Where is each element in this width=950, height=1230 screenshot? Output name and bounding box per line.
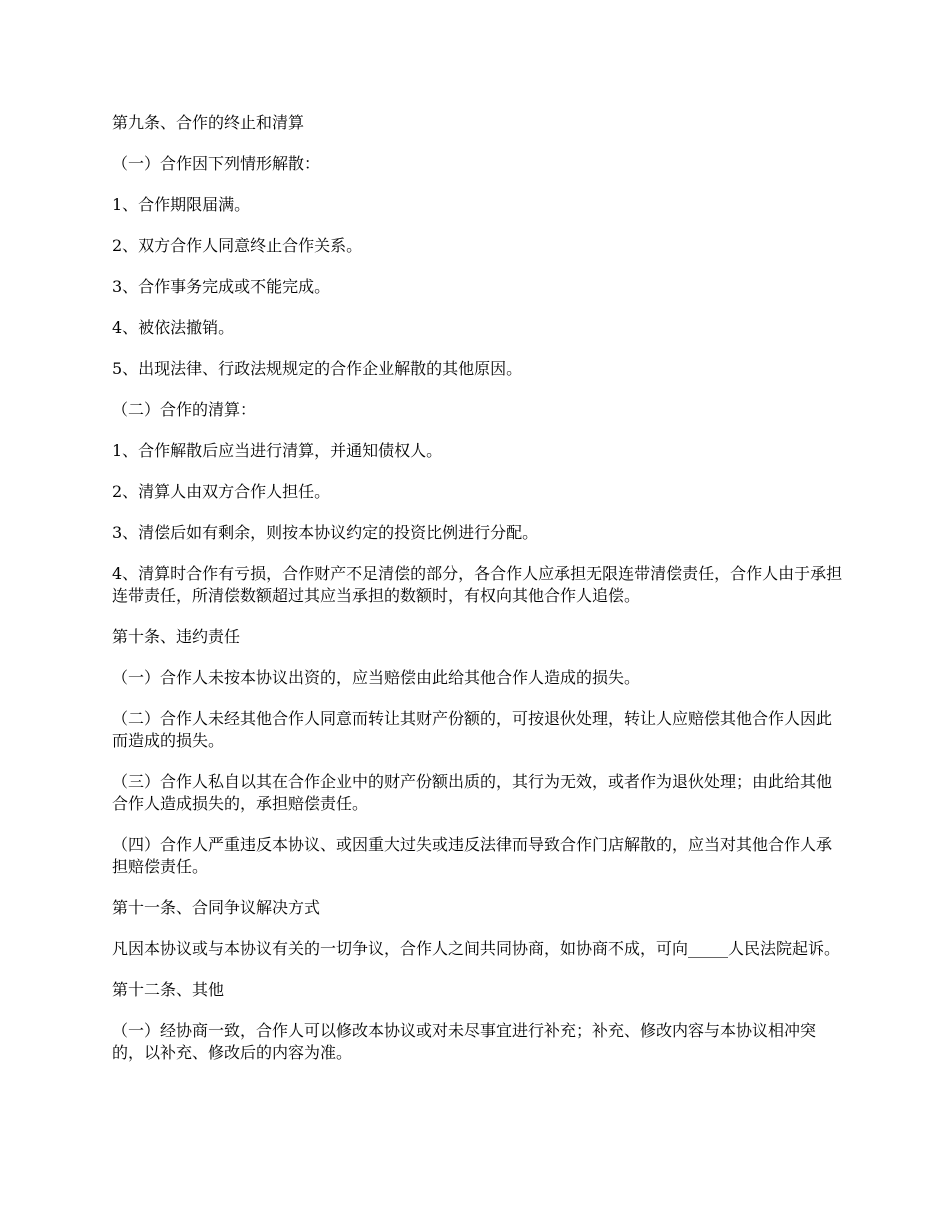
section-heading-article-10: 第十条、违约责任 — [112, 627, 241, 646]
subsection-liquidation: （二）合作的清算： — [112, 400, 257, 419]
liability-clause: （四）合作人严重违反本协议、或因重大过失或违反法律而导致合作门店解散的，应当对其他合作人承担赔偿责任。 — [112, 835, 833, 876]
dispute-clause: 凡因本协议或与本协议有关的一切争议，合作人之间共同协商，如协商不成，可向_____人民法院起诉。 — [112, 939, 841, 958]
other-clause: （一）经协商一致，合作人可以修改本协议或对未尽事宜进行补充；补充、修改内容与本协议相冲突的，以补充、修改后的内容为准。 — [112, 1021, 817, 1062]
list-item: 5、出现法律、行政法规规定的合作企业解散的其他原因。 — [112, 359, 523, 378]
liability-clause: （二）合作人未经其他合作人同意而转让其财产份额的，可按退伙处理，转让人应赔偿其他合作人因此而造成的损失。 — [112, 709, 833, 750]
list-item: 4、清算时合作有亏损，合作财产不足清偿的部分，各合作人应承担无限连带清偿责任，合作人由于承担连带责任，所清偿数额超过其应当承担的数额时，有权向其他合作人追偿。 — [112, 564, 843, 605]
liability-clause: （一）合作人未按本协议出资的，应当赔偿由此给其他合作人造成的损失。 — [112, 668, 641, 687]
list-item: 3、合作事务完成或不能完成。 — [112, 277, 331, 296]
subsection-dissolution: （一）合作因下列情形解散： — [112, 154, 321, 173]
list-item: 1、合作期限届满。 — [112, 195, 251, 214]
list-item: 2、双方合作人同意终止合作关系。 — [112, 236, 363, 255]
section-heading-article-11: 第十一条、合同争议解决方式 — [112, 898, 321, 917]
list-item: 3、清偿后如有剩余，则按本协议约定的投资比例进行分配。 — [112, 523, 539, 542]
section-heading-article-12: 第十二条、其他 — [112, 980, 225, 999]
document-page — [112, 112, 847, 1083]
list-item: 2、清算人由双方合作人担任。 — [112, 482, 331, 501]
list-item: 4、被依法撤销。 — [112, 318, 235, 337]
liability-clause: （三）合作人私自以其在合作企业中的财产份额出质的，其行为无效，或者作为退伙处理；由此给其他合作人造成损失的，承担赔偿责任。 — [112, 772, 833, 813]
section-heading-article-9: 第九条、合作的终止和清算 — [112, 113, 305, 132]
list-item: 1、合作解散后应当进行清算，并通知债权人。 — [112, 441, 443, 460]
